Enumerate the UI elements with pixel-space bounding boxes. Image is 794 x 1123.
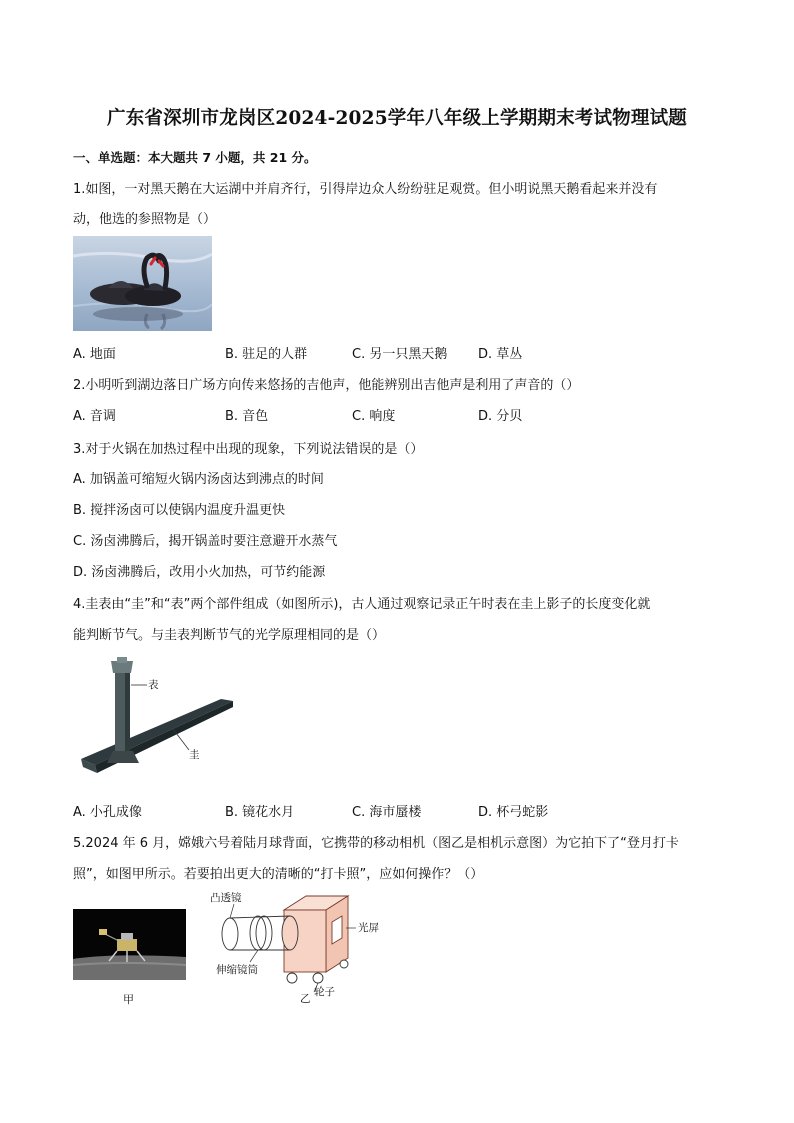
question-1-text: 1.如图，一对黑天鹅在大运湖中并肩齐行，引得岸边众人纷纷驻足观赏。但小明说黑天鹅看起来并没有 — [73, 182, 658, 197]
q3-option-b[interactable]: B. 搅拌汤卤可以使锅内温度升温更快 — [73, 503, 286, 518]
q1-option-a[interactable]: A. 地面 — [73, 347, 116, 362]
wheel-label: 轮子 — [314, 986, 335, 998]
q3-option-a[interactable]: A. 加锅盖可缩短火锅内汤卤达到沸点的时间 — [73, 472, 324, 487]
q4-option-b[interactable]: B. 镜花水月 — [225, 805, 295, 820]
question-3-text: 3.对于火锅在加热过程中出现的现象，下列说法错误的是（） — [73, 442, 424, 457]
guibiao-photo — [73, 655, 235, 783]
telescopic-tube-label: 伸缩镜筒 — [216, 964, 258, 976]
camera-schematic — [210, 888, 390, 1006]
figure-yi-label: 乙 — [300, 993, 311, 1005]
lunar-lander-photo — [73, 909, 186, 980]
gui-label: 圭 — [189, 749, 200, 761]
question-4-text-cont: 能判断节气。与圭表判断节气的光学原理相同的是（） — [73, 628, 386, 643]
q3-option-c[interactable]: C. 汤卤沸腾后，揭开锅盖时要注意避开水蒸气 — [73, 534, 338, 549]
black-swans-photo — [73, 236, 212, 331]
q2-option-a[interactable]: A. 音调 — [73, 409, 116, 424]
page-title: 广东省深圳市龙岗区2024-2025学年八年级上学期期末考试物理试题 — [107, 108, 687, 129]
q3-option-d[interactable]: D. 汤卤沸腾后，改用小火加热，可节约能源 — [73, 565, 326, 580]
q4-option-a[interactable]: A. 小孔成像 — [73, 805, 142, 820]
question-5-text-cont: 照”，如图甲所示。若要拍出更大的清晰的“打卡照”，应如何操作？（） — [73, 867, 484, 882]
q4-option-d[interactable]: D. 杯弓蛇影 — [478, 805, 549, 820]
question-4-text: 4.圭表由“圭”和“表”两个部件组成（如图所示)，古人通过观察记录正午时表在圭上影子的长度变化就 — [73, 597, 651, 612]
figure-jia-label: 甲 — [123, 993, 134, 1006]
convex-lens-label: 凸透镜 — [210, 892, 242, 904]
q2-option-d[interactable]: D. 分贝 — [478, 409, 523, 424]
q4-option-c[interactable]: C. 海市蜃楼 — [352, 805, 422, 820]
q2-option-c[interactable]: C. 响度 — [352, 409, 396, 424]
q2-option-b[interactable]: B. 音色 — [225, 409, 269, 424]
q1-option-c[interactable]: C. 另一只黑天鹅 — [352, 347, 448, 362]
question-5-text: 5.2024 年 6 月，嫦娥六号着陆月球背面，它携带的移动相机（图乙是相机示意图）为它拍下了“登月打卡 — [73, 836, 679, 851]
q1-option-b[interactable]: B. 驻足的人群 — [225, 347, 308, 362]
q1-option-d[interactable]: D. 草丛 — [478, 347, 523, 362]
biao-label: 表 — [148, 679, 159, 691]
question-2-text: 2.小明听到湖边落日广场方向传来悠扬的吉他声，他能辨别出吉他声是利用了声音的（） — [73, 378, 580, 393]
light-screen-label: 光屏 — [358, 922, 379, 934]
section-heading: 一、单选题：本大题共 7 小题，共 21 分。 — [73, 150, 317, 165]
question-1-text-cont: 动，他选的参照物是（） — [73, 212, 217, 227]
